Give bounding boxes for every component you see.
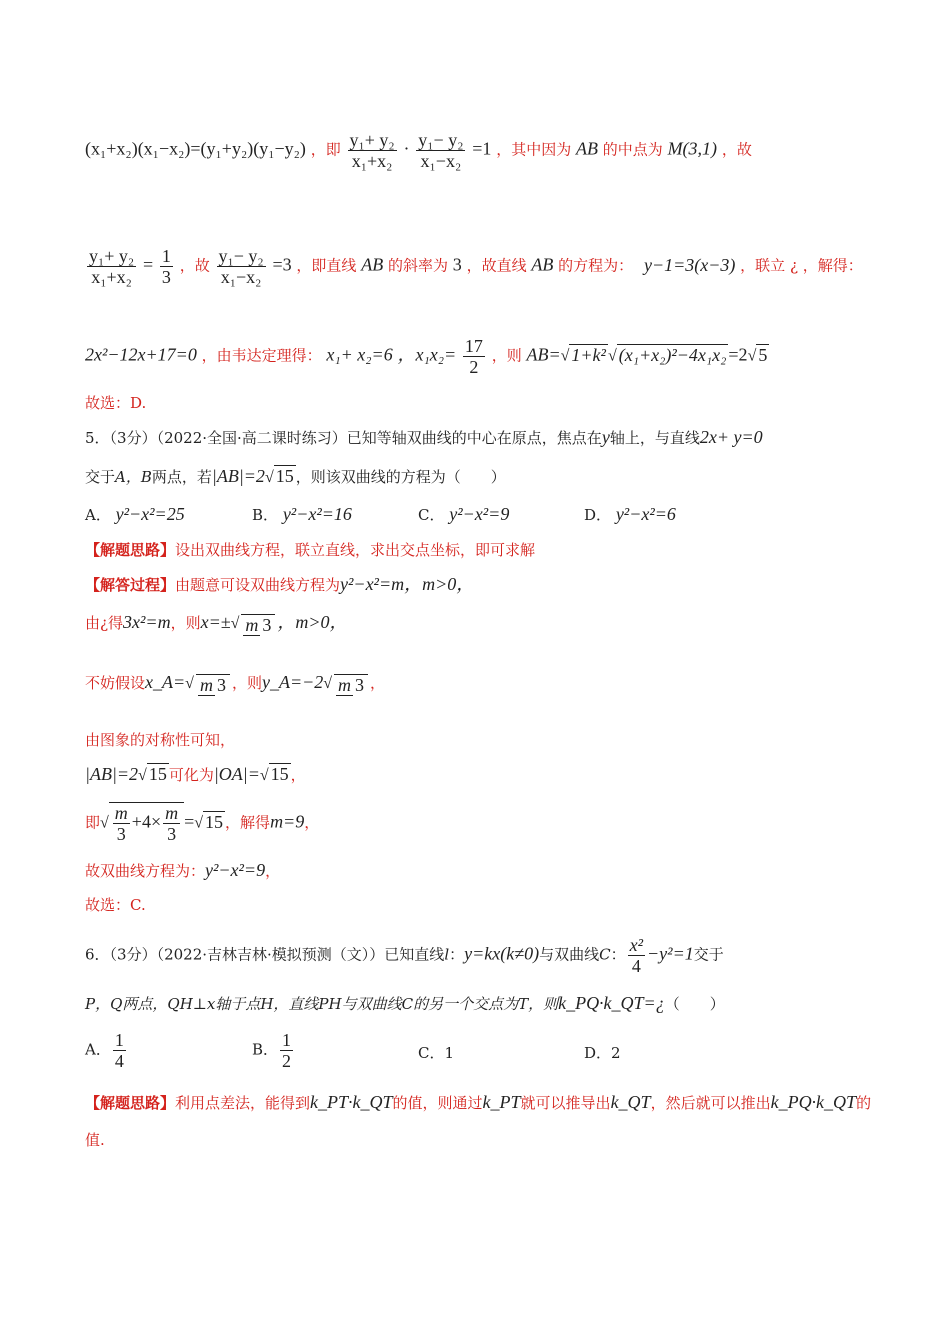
expansion-equation: (x₁+x₂)(x₁−x₂)=(y₁+y₂)(y₁−y₂) bbox=[85, 138, 306, 159]
q5-step-3: 由图象的对称性可知， bbox=[85, 731, 236, 749]
question-6-line-2: P，Q两点，QH⊥x轴于点H，直线PH与双曲线C的另一个交点为T，则k_PQ·k_QT=¿（ ） bbox=[85, 993, 725, 1013]
text-ji: ，即 bbox=[310, 140, 341, 159]
segment-ab: AB bbox=[575, 138, 598, 159]
question-5-line-2: 交于A，B两点，若|AB|=2√ 15 ，则该双曲线的方程为（ ） bbox=[85, 466, 506, 486]
fraction-sum-2: $\frac{\text{y₁+ y₂}}{\text{x₁+x₂}}$ bbox=[89, 246, 135, 287]
answer-c: 故选：C. bbox=[85, 896, 146, 914]
q6-option-b[interactable]: B． $\frac{1}{2}$ bbox=[252, 1030, 292, 1071]
answer-d: 故选：D. bbox=[85, 394, 147, 412]
question-6-line-1: 6．（3分）（2022·吉林吉林·模拟预测（文））已知直线l：y=kx(k≠0)与双曲线C： $\frac{\text{x²}}{4}$ −y²=1交于 bbox=[85, 935, 724, 976]
fraction-diff-2: $\frac{\text{y₁− y₂}}{\text{x₁−x₂}}$ bbox=[218, 246, 264, 287]
q6-option-d[interactable]: D．2 bbox=[584, 1044, 621, 1062]
q5-step-2: 不妨假设x_A=√ m 3 ，则y_A=−2√ m 3 ， bbox=[85, 672, 386, 695]
q5-step-1: 由¿得3x²=m，则x=±√ m 3 ，m>0， bbox=[85, 612, 348, 635]
fraction-17-2: $\frac{17}{2}$ bbox=[464, 336, 483, 377]
q5-step-5: 即√ $\frac{m}{3}$ +4× $\frac{m}{3}$ =√ 15 ，解得m=9， bbox=[85, 803, 320, 844]
q6-idea: 【解题思路】利用点差法，能得到k_PT·k_QT的值，则通过k_PT就可以推导出k_QT，然后就可以推出k_PQ·k_QT的 bbox=[85, 1092, 872, 1112]
q5-conclusion: 故双曲线方程为：y²−x²=9， bbox=[85, 860, 281, 880]
quadratic-equation: 2x²−12x+17=0 bbox=[85, 344, 197, 365]
question-5-line-1: 5．（3分）（2022·全国·高二课时练习）已知等轴双曲线的中心在原点，焦点在y轴上，与直线2x+ y=0 bbox=[85, 427, 763, 447]
solution-line-3: 2x²−12x+17=0 ，由韦达定理得： x₁+ x₂=6 ，x₁x₂= $\frac{17}{2}$ ，则 AB=√ 1+k² √ (x₁+x₂)²−4x₁x₂ =2√ 5 bbox=[85, 336, 768, 377]
q6-idea-cont: 值. bbox=[85, 1131, 105, 1149]
option-a[interactable]: A． y²−x²=25 bbox=[85, 504, 185, 524]
q6-option-c[interactable]: C．1 bbox=[418, 1044, 455, 1062]
fraction-one-third: $\frac{1}{3}$ bbox=[161, 246, 171, 287]
option-b[interactable]: B． y²−x²=16 bbox=[252, 504, 352, 524]
q5-process: 【解答过程】由题意可设双曲线方程为y²−x²=m，m>0， bbox=[85, 574, 475, 594]
option-c[interactable]: C． y²−x²=9 bbox=[418, 504, 510, 524]
line-2x-y: 2x+ y=0 bbox=[699, 427, 763, 447]
line-equation: y−1=3(x−3) bbox=[643, 254, 736, 275]
q5-idea: 【解题思路】设出双曲线方程，联立直线，求出交点坐标，即可求解 bbox=[85, 541, 536, 559]
fraction-sum: $\frac{\text{y₁+ y₂}}{\text{x₁+x₂}}$ bbox=[349, 130, 395, 171]
option-d[interactable]: D． y²−x²=6 bbox=[584, 504, 676, 524]
midpoint-m: M(3,1) bbox=[667, 138, 718, 159]
q6-option-a[interactable]: A． $\frac{1}{4}$ bbox=[85, 1030, 124, 1071]
fraction-diff: $\frac{\text{y₁− y₂}}{\text{x₁−x₂}}$ bbox=[418, 130, 464, 171]
solution-line-1: (x₁+x₂)(x₁−x₂)=(y₁+y₂)(y₁−y₂) ，即 $\frac{\text{y₁+ y₂}}{\text{x₁+x₂}}$ · $\frac{\text{y₁− y₂}}{\text{x₁−x₂}}$ =1 ，其中因为 AB 的中点为 M(3,1) ，故 bbox=[85, 130, 752, 171]
solution-line-2: $\frac{\text{y₁+ y₂}}{\text{x₁+x₂}}$ = $\frac{1}{3}$ ，故 $\frac{\text{y₁− y₂}}{\text{x₁−x₂}}$ =3 ，即直线 AB 的斜率为 3 ，故直线 AB 的方程为： y−1=3(x−3) ，联立 ¿ ，解得： bbox=[89, 246, 863, 287]
q5-step-4: |AB|=2√ 15 可化为|OA|=√ 15 ， bbox=[85, 764, 306, 784]
